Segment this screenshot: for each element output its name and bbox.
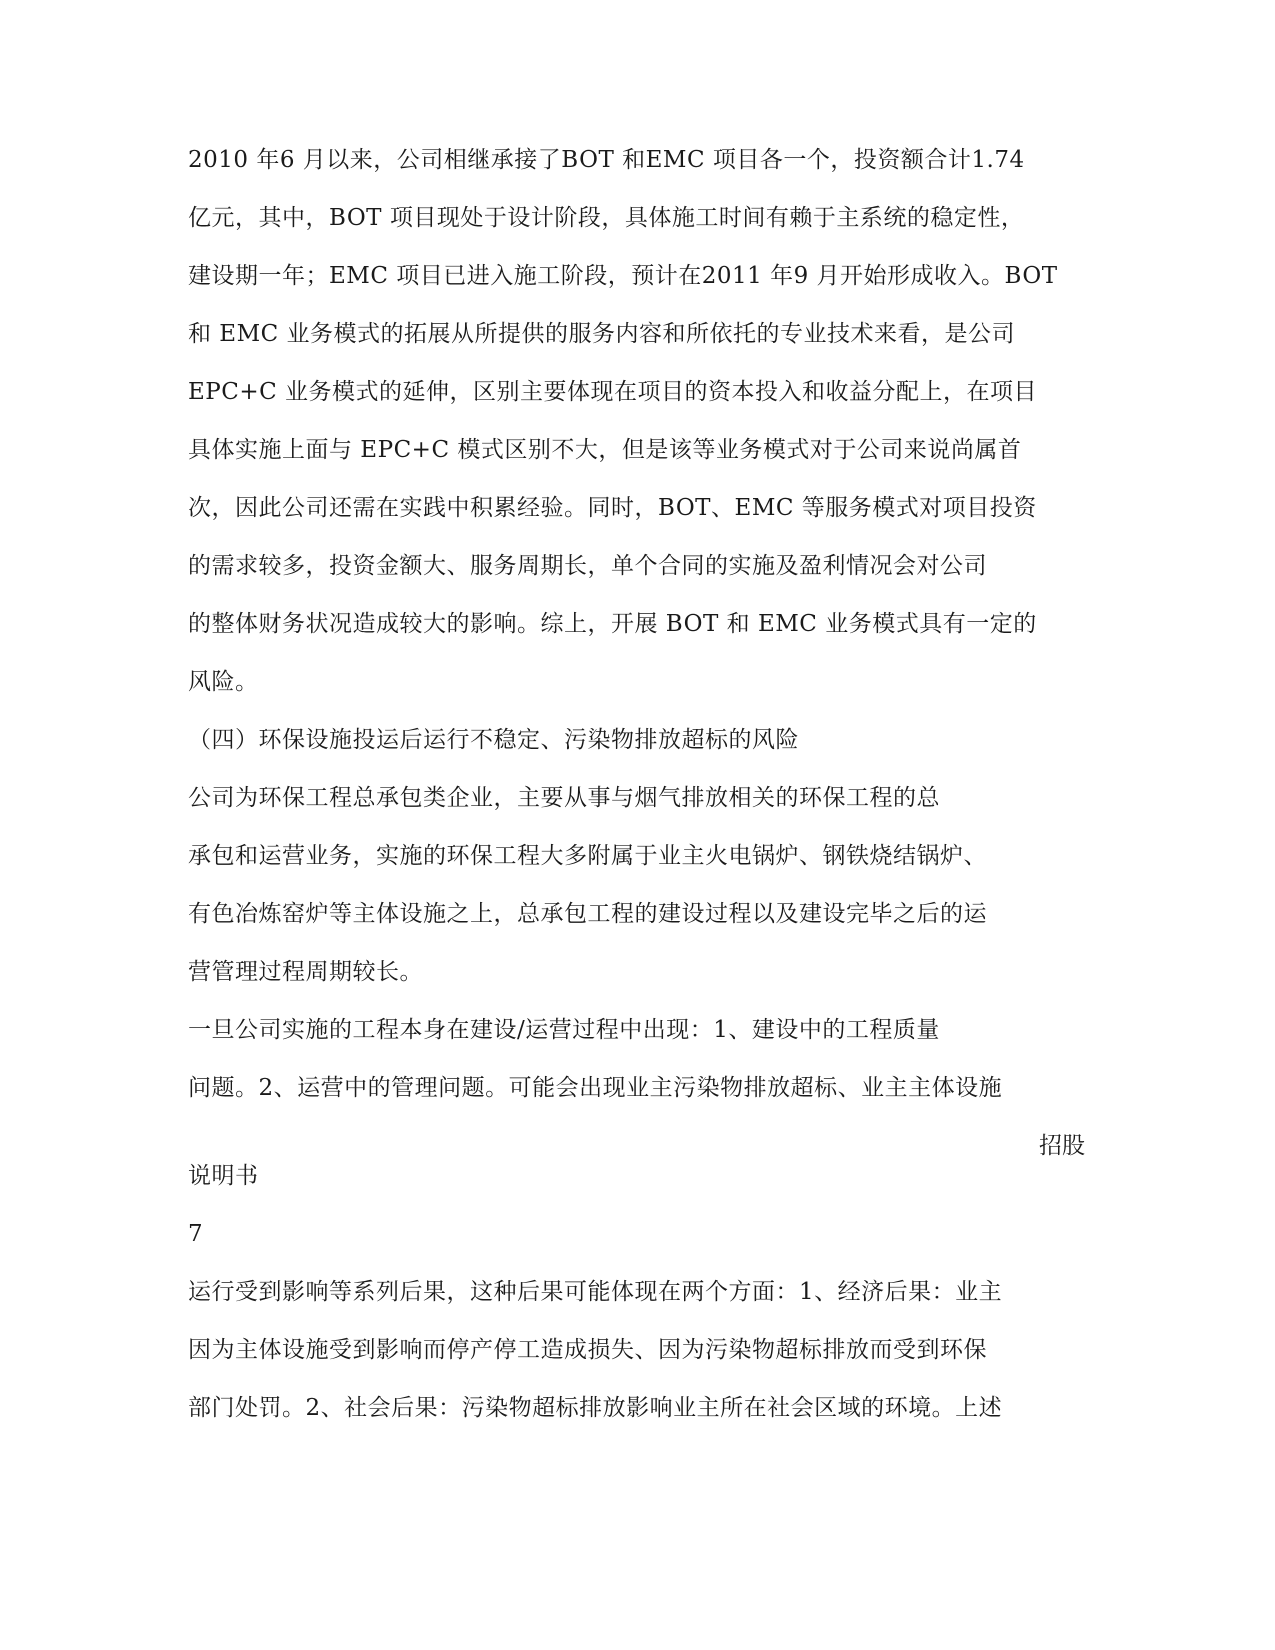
paragraph-line: 一旦公司实施的工程本身在建设/运营过程中出现：1、建设中的工程质量 <box>188 1017 940 1043</box>
paragraph-line: 的需求较多，投资金额大、服务周期长，单个合同的实施及盈利情况会对公司 <box>188 553 987 579</box>
paragraph-line: 部门处罚。2、社会后果：污染物超标排放影响业主所在社会区域的环境。上述 <box>188 1395 1003 1421</box>
page-number: 7 <box>188 1221 204 1247</box>
paragraph-line: 2010 年6 月以来，公司相继承接了BOT 和EMC 项目各一个，投资额合计1.74 <box>188 147 1025 173</box>
paragraph-line: 次，因此公司还需在实践中积累经验。同时，BOT、EMC 等服务模式对项目投资 <box>188 495 1037 521</box>
paragraph-line: 公司为环保工程总承包类企业，主要从事与烟气排放相关的环保工程的总 <box>188 785 940 811</box>
paragraph-line: 运行受到影响等系列后果，这种后果可能体现在两个方面：1、经济后果：业主 <box>188 1279 1003 1305</box>
paragraph-line: 营管理过程周期较长。 <box>188 959 423 985</box>
paragraph-line: 问题。2、运营中的管理问题。可能会出现业主污染物排放超标、业主主体设施 <box>188 1075 1003 1101</box>
paragraph-line: 有色冶炼窑炉等主体设施之上，总承包工程的建设过程以及建设完毕之后的运 <box>188 901 987 927</box>
section-heading: （四）环保设施投运后运行不稳定、污染物排放超标的风险 <box>188 727 799 753</box>
paragraph-line: 具体实施上面与 EPC+C 模式区别不大，但是该等业务模式对于公司来说尚属首 <box>188 437 1022 463</box>
paragraph-line: EPC+C 业务模式的延伸，区别主要体现在项目的资本投入和收益分配上，在项目 <box>188 379 1038 405</box>
paragraph-line: 的整体财务状况造成较大的影响。综上，开展 BOT 和 EMC 业务模式具有一定的 <box>188 611 1037 637</box>
paragraph-line: 亿元，其中，BOT 项目现处于设计阶段，具体施工时间有赖于主系统的稳定性， <box>188 205 1025 231</box>
paragraph-line: 和 EMC 业务模式的拓展从所提供的服务内容和所依托的专业技术来看，是公司 <box>188 321 1016 347</box>
paragraph-line: 因为主体设施受到影响而停产停工造成损失、因为污染物超标排放而受到环保 <box>188 1337 987 1363</box>
footer-doc-title-right: 招股 <box>1039 1133 1085 1159</box>
paragraph-line: 建设期一年；EMC 项目已进入施工阶段，预计在2011 年9 月开始形成收入。BOT <box>188 263 1058 289</box>
footer-doc-title-left: 说明书 <box>188 1163 259 1189</box>
paragraph-line: 风险。 <box>188 669 259 695</box>
paragraph-line: 承包和运营业务，实施的环保工程大多附属于业主火电锅炉、钢铁烧结锅炉、 <box>188 843 987 869</box>
